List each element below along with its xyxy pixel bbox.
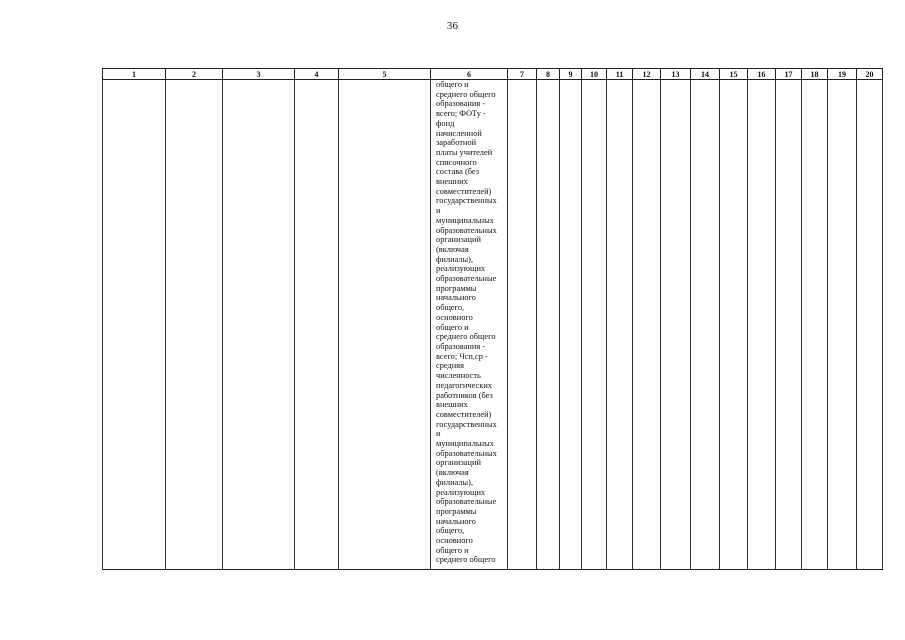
column-header-13: 13 [661,69,691,80]
description-line: филиалы), [436,254,474,264]
empty-cell-col-3 [223,80,295,570]
empty-cell-col-7 [508,80,537,570]
empty-cell-col-11 [607,80,633,570]
description-line: начального [436,516,476,526]
description-line: фонд [436,118,455,128]
description-line: педагогических [436,380,492,390]
column-header-9: 9 [560,69,582,80]
column-header-14: 14 [691,69,720,80]
description-line: (включая [436,468,469,478]
column-header-17: 17 [776,69,802,80]
description-line: муниципальных [436,215,494,225]
empty-cell-col-1 [103,80,166,570]
empty-cell-col-13 [661,80,691,570]
column-header-19: 19 [828,69,857,80]
empty-cell-col-17 [776,80,802,570]
description-line: состава (без [436,167,480,177]
description-line: общего, [436,526,465,536]
description-line: всего; Чсп,ср - [436,351,488,361]
description-line: организаций [436,235,481,245]
column-header-12: 12 [633,69,661,80]
empty-cell-col-9 [560,80,582,570]
description-line: образования - [436,99,486,109]
description-line: образовательных [436,448,497,458]
column-header-6: 6 [431,69,508,80]
empty-cell-col-4 [295,80,339,570]
column-header-8: 8 [537,69,560,80]
column-header-16: 16 [748,69,776,80]
empty-cell-col-10 [582,80,607,570]
column-header-18: 18 [802,69,828,80]
description-line: численность [436,371,481,381]
empty-cell-col-15 [720,80,748,570]
column-header-5: 5 [339,69,431,80]
description-line: филиалы), [436,477,474,487]
column-header-2: 2 [166,69,223,80]
column-header-20: 20 [857,69,883,80]
description-line: платы учителей [436,147,493,157]
data-table [102,68,883,570]
empty-cell-col-12 [633,80,661,570]
column-header-3: 3 [223,69,295,80]
description-line: организаций [436,458,481,468]
description-text [431,80,507,565]
table-row [103,80,883,570]
description-line: муниципальных [436,439,494,449]
description-cell [431,80,508,570]
description-line: внешних [436,400,468,410]
description-line: работников (без [436,390,493,400]
header-row [103,69,883,80]
description-line: среднего общего [436,555,496,565]
description-line: среднего общего [436,332,496,342]
description-line: программы [436,283,477,293]
column-header-11: 11 [607,69,633,80]
description-line: реализующих [436,264,486,274]
description-line: списочного [436,157,477,167]
description-line: и [436,206,441,216]
description-line: внешних [436,177,468,187]
column-header-10: 10 [582,69,607,80]
description-line: совместителей) [436,409,492,419]
description-line: программы [436,506,477,516]
description-line: государственных [436,196,497,206]
empty-cell-col-16 [748,80,776,570]
description-line: начисленной [436,128,482,138]
column-header-1: 1 [103,69,166,80]
empty-cell-col-20 [857,80,883,570]
column-header-15: 15 [720,69,748,80]
description-line: образовательные [436,497,497,507]
empty-cell-col-2 [166,80,223,570]
description-line: образовательные [436,274,497,284]
empty-cell-col-19 [828,80,857,570]
description-line: заработной [436,138,477,148]
empty-cell-col-18 [802,80,828,570]
description-line: и [436,429,441,439]
description-line: общего и [436,322,469,332]
description-line: (включая [436,244,469,254]
empty-cell-col-14 [691,80,720,570]
description-line: основного [436,312,473,322]
description-line: основного [436,536,473,546]
description-line: общего, [436,303,465,313]
column-header-4: 4 [295,69,339,80]
description-line: начального [436,293,476,303]
description-line: образовательных [436,225,497,235]
description-line: среднего общего [436,89,496,99]
description-line: образования - [436,341,486,351]
empty-cell-col-8 [537,80,560,570]
description-line: общего и [436,80,469,89]
description-line: общего и [436,545,469,555]
page-number: 36 [446,20,459,32]
description-line: средняя [436,361,464,371]
description-line: совместителей) [436,186,492,196]
description-line: реализующих [436,487,486,497]
column-header-7: 7 [508,69,537,80]
empty-cell-col-5 [339,80,431,570]
description-line: всего; ФОТу - [436,109,486,119]
description-line: государственных [436,419,497,429]
